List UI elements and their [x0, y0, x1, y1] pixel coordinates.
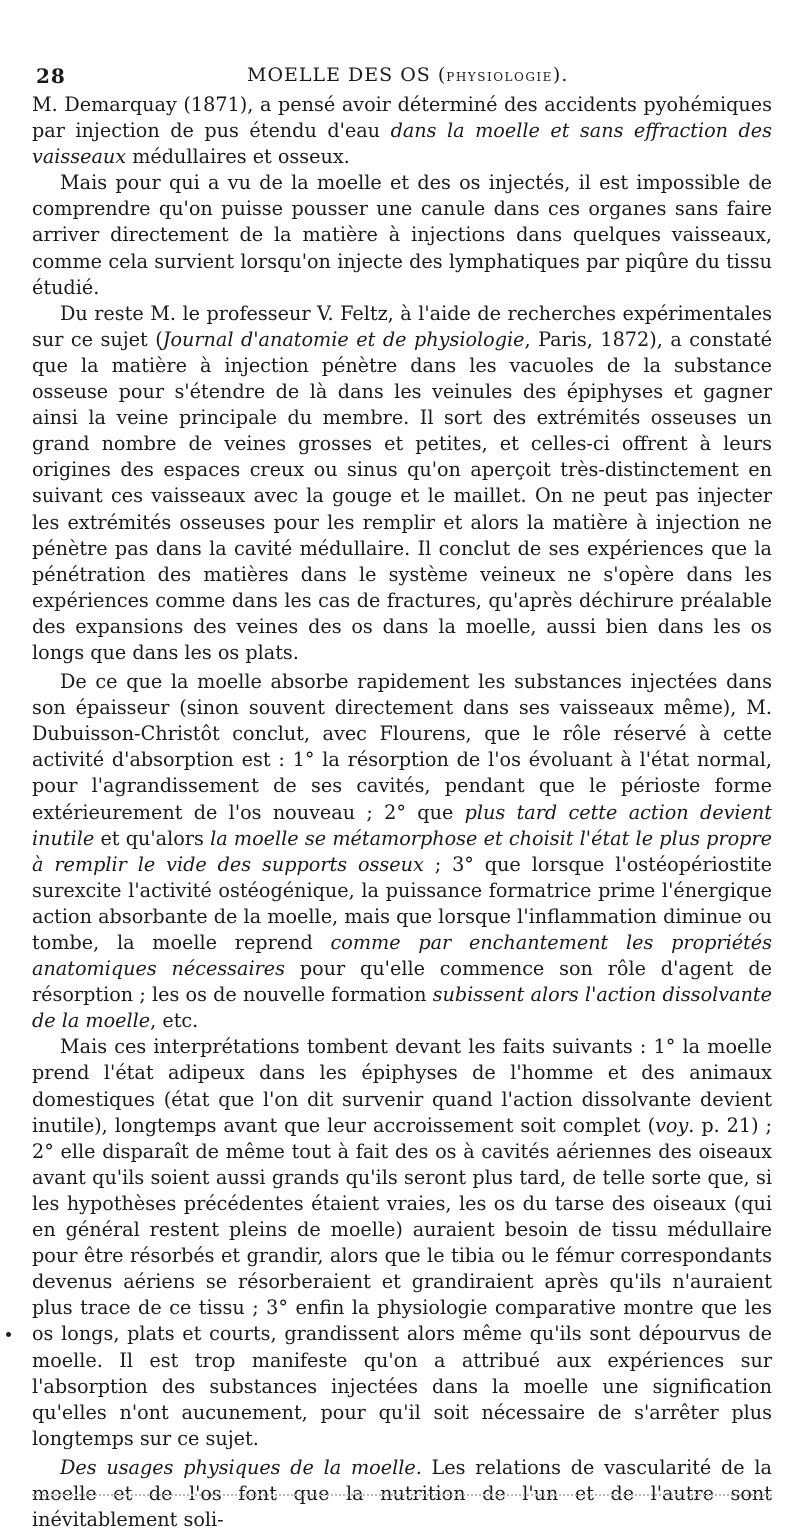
italic-segment: subissent alors l'action dissolvante de la moelle [32, 983, 772, 1033]
text-segment: Mais ces interprétations tombent devant les faits suivants : 1° la moelle prend l'état adipeux dans les épiphyses de l'homme et des animaux domestiques (état que l'on dit survenir quand l'action dissolvante devient inutile), longtemps avant que leur accroissement soit complet ( [32, 1035, 772, 1137]
book-page [32, 60, 772, 1533]
footer-rule [32, 1494, 772, 1496]
italic-segment: dans la moelle et sans effraction des vaisseaux [32, 119, 773, 169]
running-title-sub: PHYSIOLOGIE [446, 70, 553, 84]
text-segment: Mais pour qui a vu de la moelle et des os injectés, il est impossible de comprendre qu'on puisse pousser une canule dans ces organes sans faire arriver directement de la matière à injections dans quelques vaisseaux, comme cela survient lorsqu'on injecte des lymphatiques par piqûre du tissu étudié. [32, 171, 772, 299]
text-segment: et qu'alors [94, 826, 211, 850]
text-segment: , etc. [150, 1009, 199, 1033]
running-title-main: MOELLE DES OS [247, 64, 431, 86]
italic-segment: la moelle se métamorphose et choisit l'état le plus propre à remplir le vide des supports osseux [32, 826, 772, 876]
running-title-open: ( [437, 64, 447, 86]
italic-segment: plus tard cette action devient inutile [32, 800, 772, 850]
text-segment: M. Demarquay (1871), a pensé avoir déterminé des accidents pyohémiques par injection de pus étendu d'eau [32, 93, 772, 143]
running-title [247, 64, 568, 86]
text-segment: De ce que la moelle absorbe rapidement les substances injectées dans son épaisseur (sinon souvent directement dans ses vaisseaux même), M. Dubuisson-Christôt conclut, avec Flourens, que le rôle réservé à cette activité d'absorption est : 1° la résorption de l'os évoluant à l'état normal, pour l'agrandissement de ses cavités, pendant que le périoste forme extérieurement de l'os nouveau ; 2° que [32, 670, 772, 824]
margin-dot [6, 1332, 11, 1337]
text-segment: ; 3° que lorsque l'ostéopériostite surexcite l'activité ostéogénique, la puissance formatrice prime l'énergique action absorbante de la moelle, mais que lorsque l'inflammation diminue ou tombe, la moelle reprend [32, 852, 772, 954]
paragraph-dubuisson [32, 669, 772, 1034]
text-segment: Du reste M. le professeur V. Feltz, à l'aide de recherches expérimentales sur ce sujet ( [32, 301, 772, 351]
running-title-close: ). [552, 64, 569, 86]
body-text [32, 92, 772, 1533]
page-number: 28 [36, 64, 66, 88]
text-segment: , Paris, 1872), a constaté que la matière à injection pénètre dans les vacuoles de la substance osseuse pour s'étendre de là dans les veinules des épiphyses et gagner ainsi la veine principale du membre. Il sort des extrémités osseuses un grand nombre de veines grosses et petites, et celles-ci offrent à leurs origines des espaces creux ou sinus qu'on aperçoit très-distinctement en suivant ces vaisseaux avec la gouge et le maillet. On ne peut pas injecter les extrémités osseuses pour les remplir et alors la matière à injection ne pénètre pas dans la cavité médullaire. Il conclut de ses expériences que la pénétration des matières dans le système veineux ne s'opère dans les expériences comme dans les cas de fractures, qu'après déchirure préalable des expansions des veines des os dans la moelle, aussi bien dans les os longs que dans les os plats. [32, 327, 773, 664]
paragraph-demarquay [32, 92, 772, 170]
text-segment: . p. 21) ; 2° elle disparaît de même tout à fait des os à cavités aériennes des oiseaux avant qu'ils soient aussi grands qu'ils seront plus tard, de telle sorte que, si les hypothèses précédentes étaient vraies, les os du tarse des oiseaux (qui en général restent pleins de moelle) auraient besoin de tissu médullaire pour être résorbés et grandir, alors que le tibia ou le fémur correspondants devenus aériens se résorberaient et grandiraient après qu'ils n'auraient plus trace de ce tissu ; 3° enfin la physiologie comparative montre que les os longs, plats et courts, grandissent alors même qu'ils sont dépourvus de moelle. Il est trop manifeste qu'on a attribué aux expériences sur l'absorption des substances injectées dans la moelle une signification qu'elles n'ont aucunement, pour qu'il soit nécessaire de s'arrêter plus longtemps sur ce sujet. [32, 1113, 772, 1450]
text-segment: pour qu'elle commence son rôle d'agent de résorption ; les os de nouvelle formation [32, 957, 772, 1007]
italic-segment: Journal d'anatomie et de physiologie [162, 327, 525, 351]
paragraph-interpretations [32, 1034, 772, 1452]
text-segment: Les relations de vascularité de la moelle et de l'os font que la nutrition de l'un et de l'autre sont inévitablement soli- [32, 1455, 772, 1532]
text-segment: médullaires et osseux. [126, 145, 350, 169]
paragraph-canule [32, 170, 772, 300]
page-header [32, 60, 772, 92]
italic-segment: voy [655, 1113, 689, 1137]
section-heading: Des usages physiques de la moelle. [60, 1455, 422, 1479]
italic-segment: comme par enchantement les propriétés anatomiques nécessaires [32, 931, 772, 981]
paragraph-feltz [32, 301, 772, 666]
